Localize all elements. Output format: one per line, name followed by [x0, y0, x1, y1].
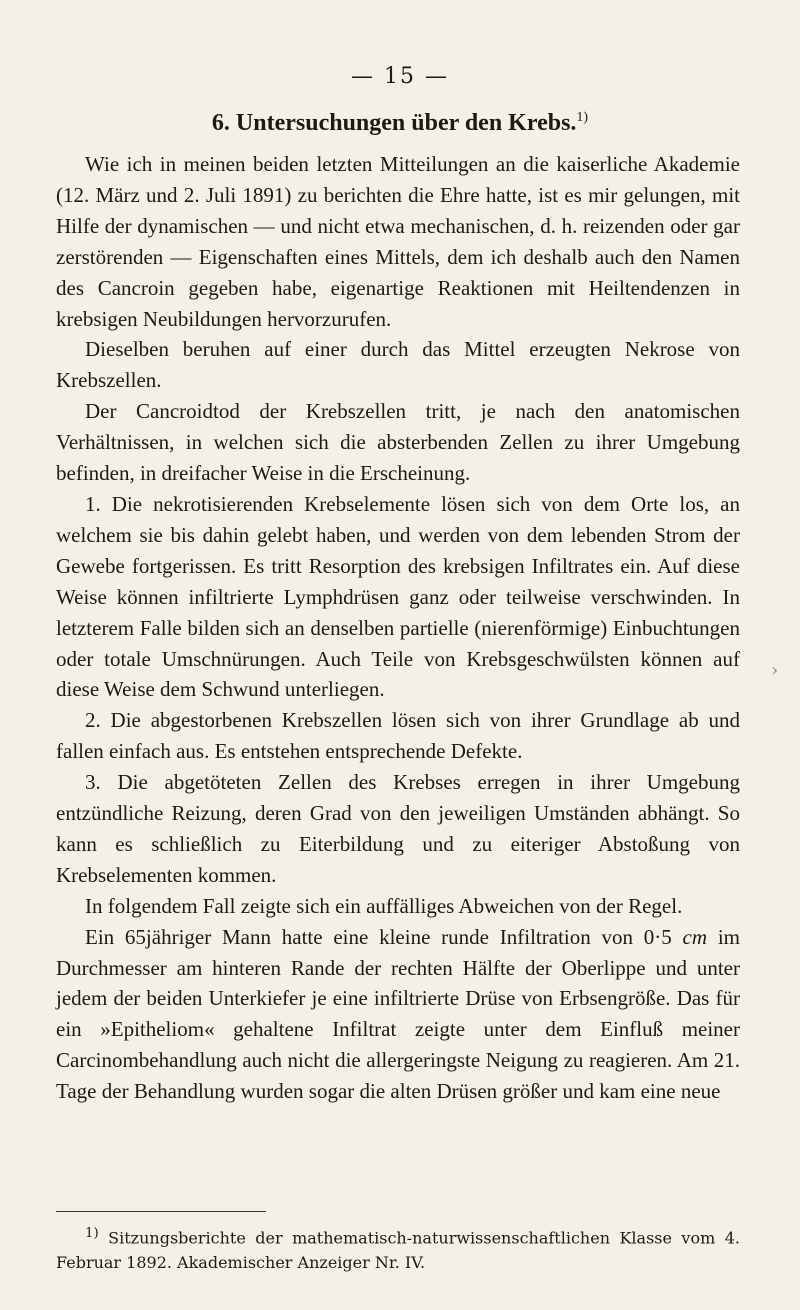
footnote-rule: [56, 1211, 266, 1212]
paragraph: Ein 65jähriger Mann hatte eine kleine runde Infiltration von 0·5 cm im Durchmesser am hinteren Rande der rechten Hälfte der Oberlippe und unter jedem der beiden Unterkiefer je eine infiltrierte Drüse von Erbsengröße. Das für ein »Epitheliom« gehaltene Infiltrat zeigte unter dem Einfluß meiner Carcinombehandlung auch nicht die allergeringste Neigung zu reagieren. Am 21. Tage der Behandlung wurden sogar die alten Drüsen größer und kam eine neue: [56, 924, 740, 1104]
paragraph: Der Cancroidtod der Krebszellen tritt, je nach den anatomischen Verhältnissen, in welchen sich die absterbenden Zellen zu ihrer Umgebung befinden, in dreifacher Weise in die Erscheinung.: [56, 399, 740, 486]
paragraph: Wie ich in meinen beiden letzten Mitteilungen an die kaiserliche Akademie (12. März und 2. Juli 1891) zu berichten die Ehre hatte, ist es mir gelungen, mit Hilfe der dynamischen — und nicht etwa mechanischen, d. h. reizenden oder gar zerstörenden — Eigenschaften eines Mittels, dem ich deshalb auch den Namen des Cancroin gegeben habe, eigenartige Reaktionen mit Heiltendenzen in krebsigen Neubildungen hervorzurufen.: [56, 152, 740, 331]
paragraph: In folgendem Fall zeigte sich ein auffälliges Abweichen von der Regel.: [85, 893, 683, 918]
paragraph: 1. Die nekrotisierenden Krebselemente lösen sich von dem Orte los, an welchem sie bis dahin gelebt haben, und werden von dem lebenden Strom der Gewebe fortgerissen. Es tritt Resorption des krebsigen Infiltrates ein. Auf diese Weise können infiltrierte Lymphdrüsen ganz oder teilweise verschwinden. In letzterem Falle bilden sich an denselben partielle (nierenförmige) Einbuchtungen oder totale Umschnürungen. Auch Teile von Krebsgeschwülsten können auf diese Weise dem Schwund unterliegen.: [56, 491, 740, 702]
section-heading: [0, 110, 800, 137]
footnote-text: Sitzungsberichte der mathematisch-naturwissenschaftlichen Klasse vom 4. Februar 1892. Akademischer Anzeiger Nr. IV.: [56, 1228, 740, 1273]
body-text: [56, 149, 740, 1107]
footnote-marker: 1): [85, 1226, 99, 1241]
footnote: [56, 1221, 740, 1275]
footnote-reference[interactable]: 1): [576, 110, 589, 125]
unit-italic: cm: [682, 924, 708, 949]
paragraph: 2. Die abgestorbenen Krebszellen lösen sich von ihrer Grundlage ab und fallen einfach aus. Es entstehen entsprechende Defekte.: [56, 708, 740, 764]
page-number: — 15 —: [351, 64, 449, 89]
paragraph: Dieselben beruhen auf einer durch das Mittel erzeugten Nekrose von Krebszellen.: [56, 337, 740, 393]
section-title: 6. Untersuchungen über den Krebs.: [211, 110, 577, 136]
paragraph: 3. Die abgetöteten Zellen des Krebses erregen in ihrer Umgebung entzündliche Reizung, deren Grad von den jeweiligen Umständen abhängt. So kann es schließlich zu Eiterbildung und zu eiteriger Abstoßung von Krebselementen kommen.: [56, 770, 740, 887]
margin-pencil-mark: ›: [771, 660, 779, 681]
